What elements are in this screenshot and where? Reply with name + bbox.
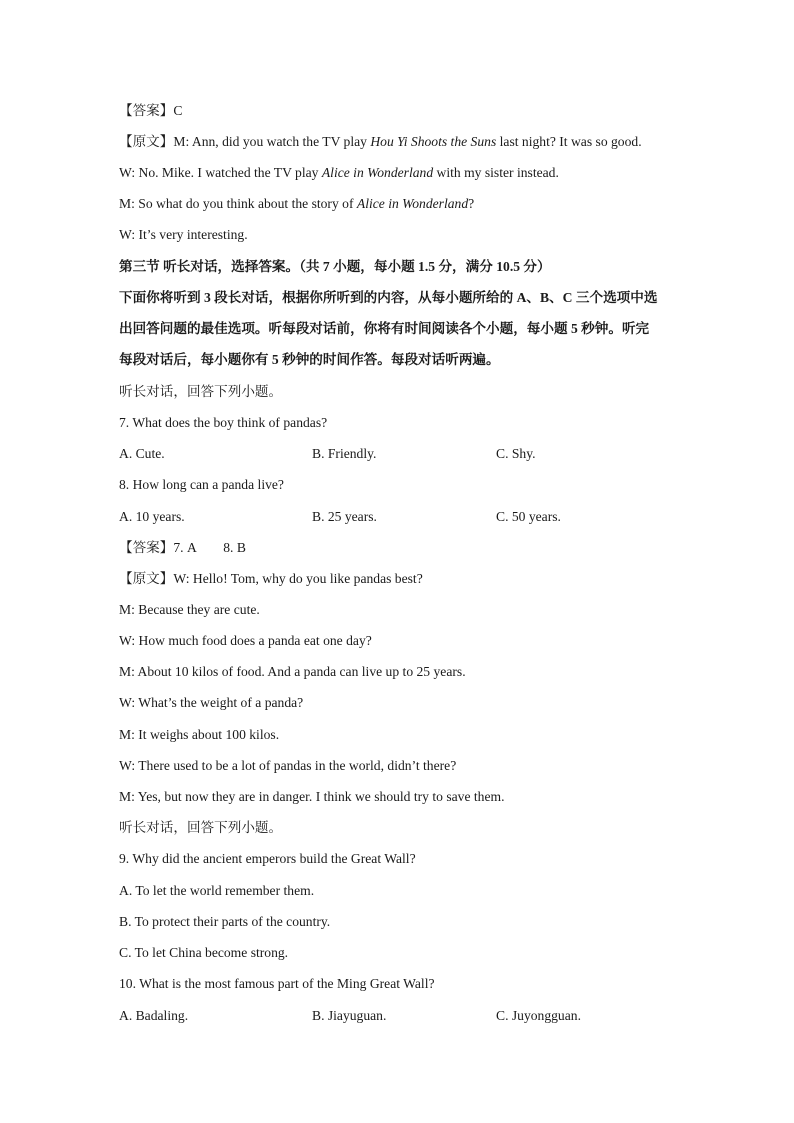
question-8: 8. How long can a panda live? [119, 477, 284, 492]
transcript-line [119, 569, 423, 589]
option-c: C. Juyongguan. [496, 1008, 581, 1023]
section-instruction: 下面你将听到 3 段长对话，根据你所听到的内容，从每小题所给的 A、B、C 三个选项中选 [119, 290, 658, 305]
question-7: 7. What does the boy think of pandas? [119, 415, 328, 430]
transcript-text: W: Hello! Tom, why do you like pandas best? [173, 571, 423, 586]
section-heading: 第三节 听长对话，选择答案。（共 7 小题，每小题 1.5 分，满分 10.5 分） [119, 259, 551, 274]
section-instruction: 出回答问题的最佳选项。听每段对话前，你将有时间阅读各个小题，每小题 5 秒钟。听完 [119, 321, 650, 336]
transcript-label: 【原文】 [119, 571, 174, 586]
transcript-line: W: There used to be a lot of pandas in the world, didn’t there? [119, 758, 457, 773]
option-a: A. To let the world remember them. [119, 883, 315, 898]
answer-label: 【答案】7. A 8. B [119, 540, 246, 555]
group-intro: 听长对话，回答下列小题。 [119, 820, 283, 835]
question-10: 10. What is the most famous part of the Ming Great Wall? [119, 976, 435, 991]
transcript-text: last night? It was so good. [496, 134, 642, 149]
transcript-line [119, 194, 474, 214]
option-b: B. Jiayuguan. [312, 1008, 387, 1023]
option-c: C. 50 years. [496, 509, 561, 524]
transcript-text: M: Ann, did you watch the TV play [173, 134, 371, 149]
transcript-line [119, 163, 559, 183]
transcript-line: M: Yes, but now they are in danger. I think we should try to save them. [119, 789, 505, 804]
option-c: C. To let China become strong. [119, 945, 289, 960]
option-a: A. Badaling. [119, 1008, 189, 1023]
transcript-label: 【原文】 [119, 134, 174, 149]
transcript-text: ? [468, 196, 475, 211]
transcript-text: M: So what do you think about the story of [119, 196, 357, 211]
title-italic: Alice in Wonderland [321, 165, 434, 180]
question-9: 9. Why did the ancient emperors build the Great Wall? [119, 851, 416, 866]
transcript-line: M: Because they are cute. [119, 602, 260, 617]
option-b: B. To protect their parts of the country. [119, 914, 331, 929]
transcript-line: W: It’s very interesting. [119, 227, 248, 242]
transcript-line: M: It weighs about 100 kilos. [119, 727, 280, 742]
title-italic: Hou Yi Shoots the Suns [370, 134, 497, 149]
transcript-line: M: About 10 kilos of food. And a panda can live up to 25 years. [119, 664, 466, 679]
option-b: B. 25 years. [312, 509, 377, 524]
transcript-text: W: No. Mike. I watched the TV play [119, 165, 322, 180]
section-instruction: 每段对话后，每小题你有 5 秒钟的时间作答。每段对话听两遍。 [119, 352, 500, 367]
group-intro: 听长对话，回答下列小题。 [119, 384, 283, 399]
transcript-line: W: How much food does a panda eat one day? [119, 633, 372, 648]
title-italic: Alice in Wonderland [356, 196, 469, 211]
transcript-line: W: What’s the weight of a panda? [119, 695, 304, 710]
option-b: B. Friendly. [312, 446, 377, 461]
option-a: A. 10 years. [119, 509, 185, 524]
transcript-line [119, 132, 642, 152]
transcript-text: with my sister instead. [433, 165, 559, 180]
option-c: C. Shy. [496, 446, 536, 461]
answer-label: 【答案】C [119, 103, 183, 118]
option-a: A. Cute. [119, 446, 165, 461]
